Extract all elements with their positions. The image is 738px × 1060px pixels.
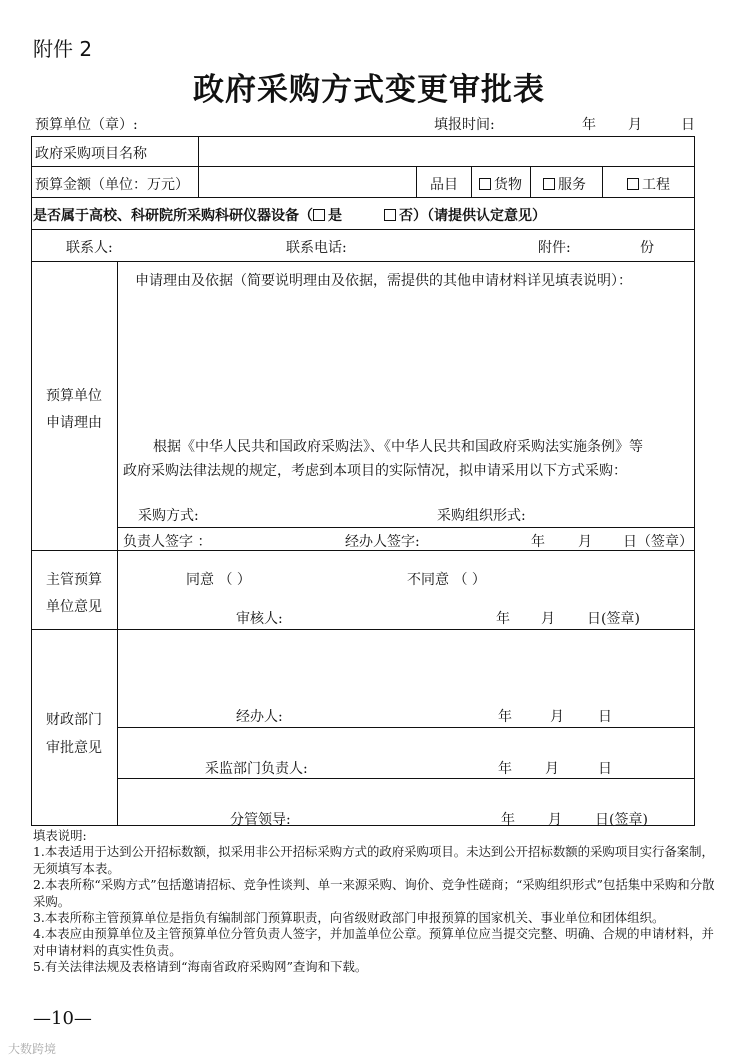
col-divider bbox=[416, 166, 417, 197]
goods-option[interactable]: 货物 bbox=[479, 174, 522, 194]
service-checkbox[interactable] bbox=[543, 178, 555, 190]
handler-signature-label: 经办人签字: bbox=[345, 534, 420, 550]
fill-time-label: 填报时间: bbox=[434, 117, 495, 133]
budget-unit-label: 预算单位（章）: bbox=[35, 117, 138, 133]
supervision-head-label: 采监部门负责人: bbox=[205, 761, 308, 777]
agree-option[interactable]: 同意 （ ） bbox=[186, 572, 251, 588]
notes-heading: 填表说明: bbox=[33, 828, 87, 843]
row-divider bbox=[117, 778, 695, 779]
col-divider bbox=[198, 136, 199, 197]
supervisor-day-seal: 日(签章) bbox=[587, 611, 640, 627]
supervision-day: 日 bbox=[598, 761, 612, 777]
leader-day-seal: 日(签章) bbox=[595, 812, 648, 828]
supervision-year: 年 bbox=[498, 761, 512, 777]
row-divider bbox=[31, 229, 695, 230]
supervisor-month: 月 bbox=[541, 611, 555, 627]
row-divider bbox=[117, 527, 695, 528]
finance-handler-month: 月 bbox=[550, 709, 564, 725]
copies-label: 份 bbox=[640, 240, 654, 256]
fill-month: 月 bbox=[628, 117, 642, 133]
apply-section-title-2: 申请理由 bbox=[46, 415, 102, 431]
purchase-method-label: 采购方式: bbox=[138, 508, 199, 524]
research-equipment-question: 是否属于高校、科研院所采购科研仪器设备（ 是 否）（请提供认定意见） bbox=[33, 208, 546, 224]
contact-label: 联系人: bbox=[66, 240, 113, 256]
research-yes-label: 是 bbox=[328, 208, 342, 224]
row-divider bbox=[31, 166, 695, 167]
research-yes-checkbox[interactable] bbox=[313, 209, 325, 221]
col-divider bbox=[117, 261, 118, 826]
note-item: 5.有关法律法规及表格请到“海南省政府采购网”查询和下载。 bbox=[33, 959, 368, 975]
col-divider bbox=[530, 166, 531, 197]
engineering-checkbox[interactable] bbox=[627, 178, 639, 190]
leader-year: 年 bbox=[501, 812, 515, 828]
apply-section-title-1: 预算单位 bbox=[46, 388, 102, 404]
watermark: 大数跨境 bbox=[8, 1042, 57, 1056]
note-item: 1.本表适用于达到公开招标数额，拟采用非公开招标采购方式的政府采购项目。未达到公开招标数额的采购项目实行备案制，无须填写本表。 bbox=[33, 844, 714, 876]
supervisor-section-title-1: 主管预算 bbox=[46, 572, 102, 588]
leader-label: 分管领导: bbox=[230, 812, 291, 828]
engineering-option[interactable]: 工程 bbox=[627, 174, 670, 194]
research-no-checkbox[interactable] bbox=[384, 209, 396, 221]
finance-handler-year: 年 bbox=[498, 709, 512, 725]
leader-month: 月 bbox=[548, 812, 562, 828]
category-label: 品目 bbox=[430, 177, 458, 193]
row-divider bbox=[31, 629, 695, 630]
project-name-label: 政府采购项目名称 bbox=[35, 146, 147, 162]
goods-checkbox[interactable] bbox=[479, 178, 491, 190]
finance-section-title-2: 审批意见 bbox=[46, 740, 102, 756]
row-divider bbox=[31, 261, 695, 262]
finance-handler-label: 经办人: bbox=[236, 709, 283, 725]
note-item: 3.本表所称主管预算单位是指负有编制部门预算职责，向省级财政部门申报预算的国家机关、事业单位和团体组织。 bbox=[33, 910, 665, 926]
application-reason-label: 申请理由及依据（简要说明理由及依据，需提供的其他申请材料详见填表说明）： bbox=[135, 273, 632, 289]
attachment-count-label: 附件: bbox=[538, 240, 571, 256]
note-item: 2.本表所称“采购方式”包括邀请招标、竞争性谈判、单一来源采购、询价、竞争性磋商；“采购组织形式”包括集中采购和分散采购。 bbox=[33, 877, 715, 909]
page-number: —10— bbox=[33, 1008, 92, 1029]
apply-month: 月 bbox=[578, 534, 592, 550]
apply-year: 年 bbox=[531, 534, 545, 550]
col-divider bbox=[471, 166, 472, 197]
page-title: 政府采购方式变更审批表 bbox=[193, 72, 545, 108]
service-option[interactable]: 服务 bbox=[543, 174, 586, 194]
note-item: 4.本表应由预算单位及主管预算单位分管负责人签字，并加盖单位公章。预算单位应当提交完整、明确、合规的申请材料，并对申请材料的真实性负责。 bbox=[33, 926, 714, 958]
reviewer-label: 审核人: bbox=[236, 611, 283, 627]
phone-label: 联系电话: bbox=[286, 240, 347, 256]
apply-day-seal: 日（签章） bbox=[623, 534, 693, 550]
finance-handler-day: 日 bbox=[598, 709, 612, 725]
supervisor-year: 年 bbox=[496, 611, 510, 627]
supervisor-section-title-2: 单位意见 bbox=[46, 599, 102, 615]
law-text-line1: 根据《中华人民共和国政府采购法》、《中华人民共和国政府采购法实施条例》等 bbox=[153, 439, 643, 455]
budget-amount-label: 预算金额（单位：万元） bbox=[35, 177, 189, 193]
fill-year: 年 bbox=[582, 117, 596, 133]
approval-form-table bbox=[31, 136, 695, 826]
supervision-month: 月 bbox=[545, 761, 559, 777]
law-text-line2: 政府采购法律法规的规定，考虑到本项目的实际情况，拟申请采用以下方式采购： bbox=[123, 463, 627, 479]
leader-signature-label: 负责人签字 ： bbox=[123, 534, 212, 550]
research-no-label: 否）（请提供认定意见） bbox=[399, 208, 546, 224]
row-divider bbox=[31, 197, 695, 198]
row-divider bbox=[117, 727, 695, 728]
fill-day: 日 bbox=[681, 117, 695, 133]
disagree-option[interactable]: 不同意 （ ） bbox=[407, 572, 486, 588]
finance-section-title-1: 财政部门 bbox=[46, 712, 102, 728]
attachment-label: 附件 2 bbox=[33, 37, 93, 61]
organization-form-label: 采购组织形式: bbox=[437, 508, 526, 524]
form-instructions bbox=[33, 828, 723, 976]
col-divider bbox=[602, 166, 603, 197]
